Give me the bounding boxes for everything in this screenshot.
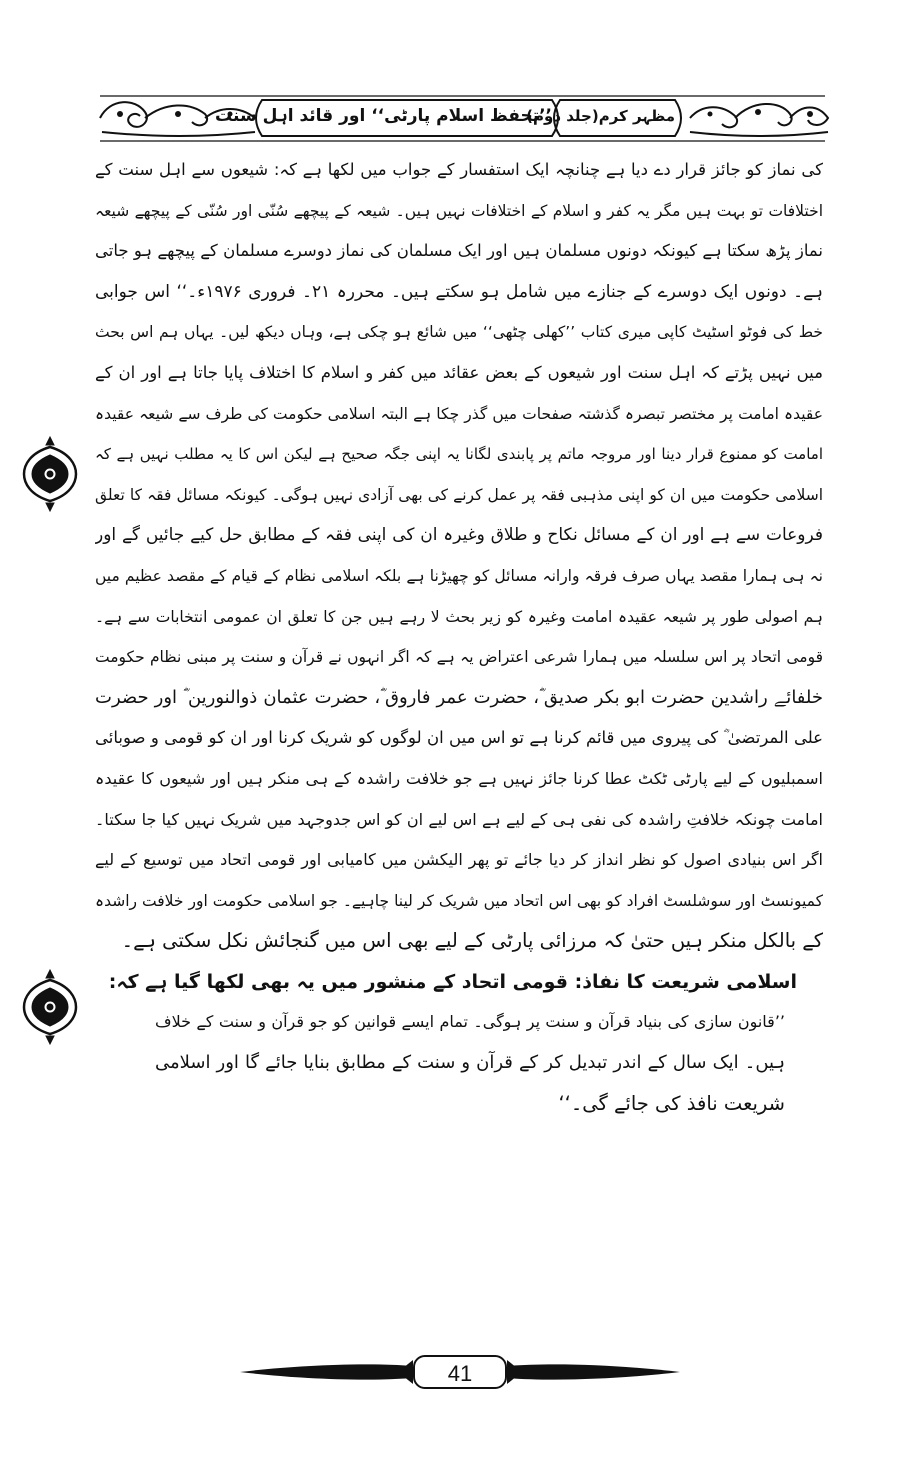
text-line: امامت چونکہ خلافتِ راشدہ کی نفی ہی کے لیے ہے اس لیے ان کو اس جدوجہد میں شریک نہیں کیا جا سکتا۔ — [95, 809, 823, 829]
text-line: ہم اصولی طور پر شیعہ عقیدہ امامت وغیرہ کو زیر بحث لا رہے ہیں جن کا تعلق ان عمومی انتخابات سے ہے۔ — [95, 607, 823, 626]
text-line: کے بالکل منکر ہیں حتیٰ کہ مرزائی پارٹی کے لیے بھی اس میں گنجائش نکل سکتی ہے۔ — [121, 929, 823, 953]
text-line: اختلافات تو بہت ہیں مگر یہ کفر و اسلام کے اختلافات نہیں ہیں۔ شیعہ کے پیچھے سُنّی اور سُنّی کے پیچھے شیعہ — [95, 201, 823, 220]
quote-line: ’’قانون سازی کی بنیاد قرآن و سنت پر ہوگی۔ تمام ایسے قوانین کو جو قرآن و سنت کے خلاف — [155, 1012, 785, 1032]
text-line: اسمبلیوں کے لیے پارٹی ٹکٹ عطا کرنا جائز نہیں ہے جو خلافت راشدہ کے ہی منکر ہیں اور شیعوں کا عقیدہ — [95, 768, 823, 788]
chapter-title: ’’تحفظ اسلام پارٹی‘‘ اور قائد اہل سنت — [215, 106, 552, 126]
text-line: اگر اس بنیادی اصول کو نظر انداز کر دیا جائے تو پھر الیکشن میں کامیابی اور قومی اتحاد میں توسیع کے لیے — [95, 850, 823, 870]
quote-line: ہیں۔ ایک سال کے اندر تبدیل کر کے قرآن و سنت کے مطابق بنایا جائے گا اور اسلامی — [155, 1052, 785, 1074]
text-line: اسلامی حکومت میں ان کو اپنی مذہبی فقہ پر عمل کرنے کی بھی آزادی نہیں ہوگی۔ کیونکہ مسائل فقہ کا تعلق — [95, 485, 823, 504]
text-line: خط کی فوٹو اسٹیٹ کاپی میری کتاب ’’کھلی چٹھی‘‘ میں شائع ہو چکی ہے، وہاں دیکھ لیں۔ یہاں ہم اس بحث — [95, 323, 823, 342]
text-line: نماز پڑھ سکتا ہے کیونکہ دونوں مسلمان ہیں اور ایک مسلمان کی نماز دوسرے مسلمان کے پیچھے ہو جاتی — [95, 241, 823, 261]
text-line: ہے۔ دونوں ایک دوسرے کے جنازے میں شامل ہو سکتے ہیں۔ محررہ ۲۱۔ فروری ۱۹۷۶ء۔‘‘ اس جوابی — [95, 281, 823, 302]
side-ornament-top-icon — [20, 435, 80, 513]
text-line: میں نہیں پڑتے کہ اہل سنت اور شیعوں کے بعض عقائد میں کفر و اسلام کا اختلاف پایا جاتا ہے اور ان کے — [95, 362, 823, 382]
text-line: نہ ہی ہمارا مقصد یہاں صرف فرقہ وارانہ مسائل کو چھیڑنا ہے بلکہ اسلامی نظام کے قیام کے مقصد عظیم میں — [95, 566, 823, 585]
section-heading: اسلامی شریعت کا نفاذ: قومی اتحاد کے منشور میں یہ بھی لکھا گیا ہے کہ: — [108, 970, 797, 993]
quote-line: شریعت نافذ کی جائے گی۔‘‘ — [558, 1091, 785, 1115]
page-number: 41 — [413, 1355, 507, 1389]
page-header — [90, 92, 835, 144]
text-line: فروعات سے ہے اور ان کے مسائل نکاح و طلاق وغیرہ ان کی اپنی فقہ کے مطابق حل کیے جائیں گے اور — [95, 525, 823, 546]
side-ornament-bottom-icon — [20, 968, 80, 1046]
text-line: خلفائے راشدین حضرت ابو بکر صدیق ؓ، حضرت عمر فاروق ؓ، حضرت عثمان ذوالنورین ؓ اور حضرت — [95, 686, 823, 708]
book-title: مظہر کرم(جلد دوم) — [526, 107, 675, 125]
page-footer — [230, 1350, 690, 1394]
text-line: امامت کو ممنوع قرار دینا اور مروجہ ماتم پر پابندی لگانا یہ اپنی جگہ صحیح ہے لیکن اس کا یہ مطلب نہیں ہے کہ — [95, 445, 823, 464]
body-text — [95, 150, 823, 1124]
text-line: کی نماز کو جائز قرار دے دیا ہے چنانچہ ایک استفسار کے جواب میں لکھا ہے کہ: شیعوں سے اہل سنت کے — [95, 160, 823, 179]
text-line: کمیونسٹ اور سوشلسٹ افراد کو بھی اس اتحاد میں شریک کر لینا چاہیے۔ جو اسلامی حکومت اور خلافت راشدہ — [95, 891, 823, 910]
text-line: علی المرتضیٰ ؓ کی پیروی میں قائم کرنا ہے تو اس میں ان لوگوں کو شریک کرنا اور ان کو قومی و صوبائی — [95, 728, 823, 748]
text-line: عقیدہ امامت پر مختصر تبصرہ گذشتہ صفحات میں گذر چکا ہے البتہ اسلامی حکومت کی طرف سے شیعہ عقیدہ — [95, 404, 823, 423]
text-line: قومی اتحاد پر اس سلسلہ میں ہمارا شرعی اعتراض یہ ہے کہ اگر انہوں نے قرآن و سنت پر مبنی نظام حکومت — [95, 648, 823, 667]
